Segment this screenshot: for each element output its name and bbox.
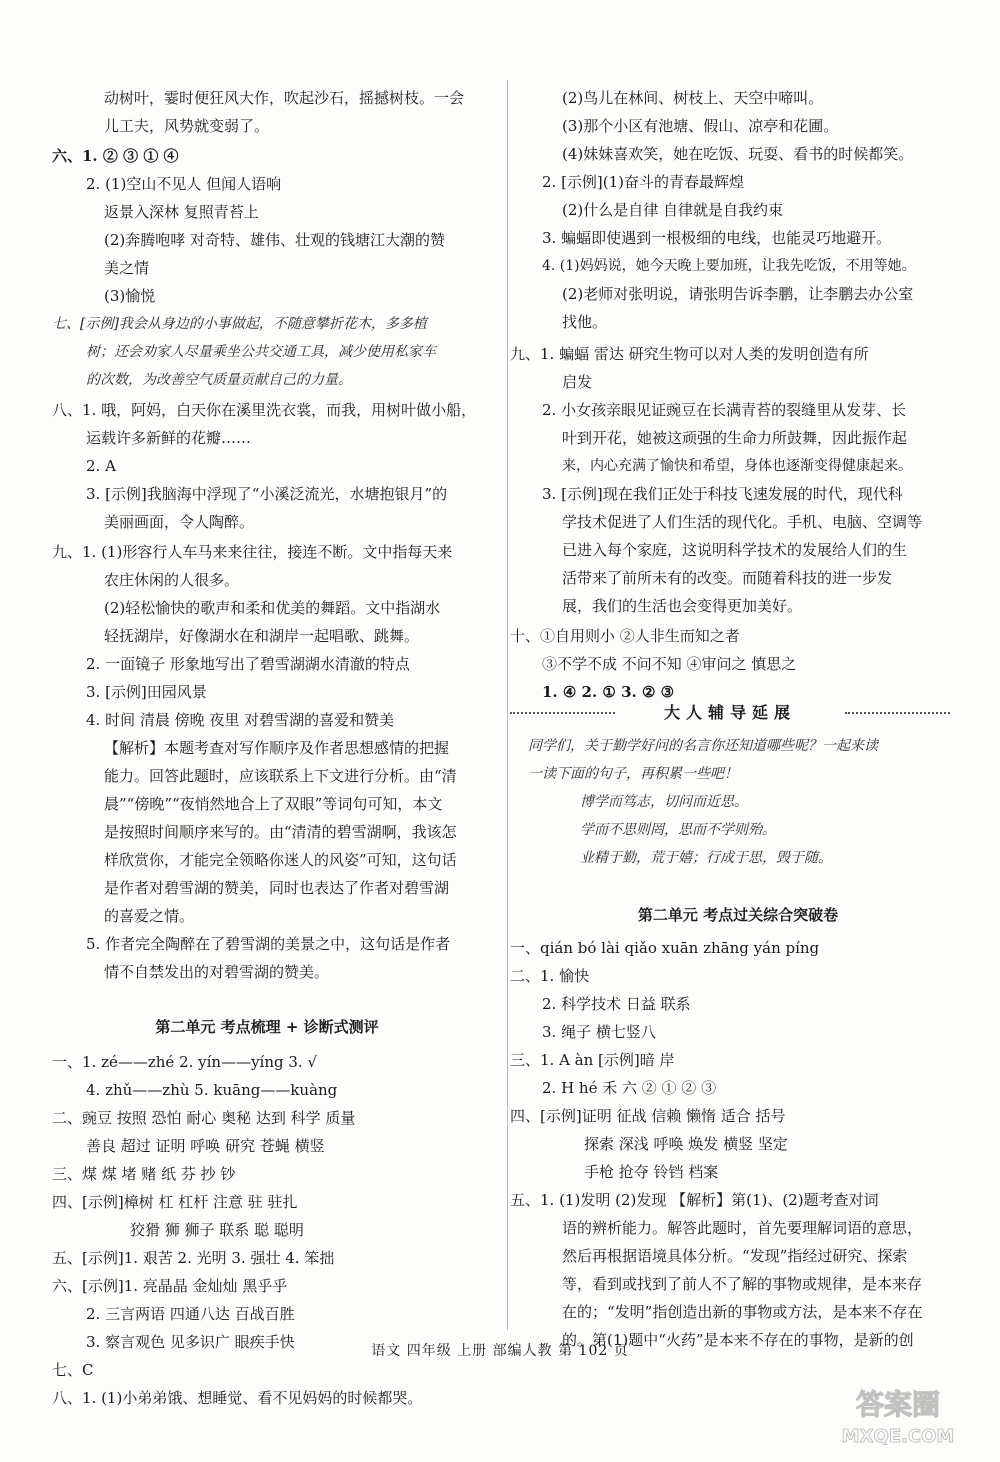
text-line: 是作者对碧雪湖的赞美，同时也表达了作者对碧雪湖 [104, 879, 450, 897]
text-line: 动树叶，霎时便狂风大作，吹起沙石，摇撼树枝。一会 [104, 89, 465, 107]
text-line: 三、煤 煤 堵 赌 纸 芬 抄 钞 [52, 1165, 236, 1183]
text-line: 运载许多新鲜的花瓣…… [86, 429, 252, 447]
text-line: 六、1. ② ③ ① ④ [52, 147, 179, 165]
text-line: 启发 [562, 373, 593, 391]
text-line: 九、1. (1)形容行人车马来来往往，接连不断。文中指每天来 [52, 543, 453, 561]
text-line: 然后再根据语境具体分析。“发现”指经过研究、探索 [562, 1247, 908, 1265]
handwritten-answer: 树；还会劝家人尽量乘坐公共交通工具，减少使用私家车 [86, 344, 436, 360]
text-line: 3. 察言观色 见多识广 眼疾手快 [86, 1333, 295, 1351]
text-line: 一、1. zé——zhé 2. yín——yíng 3. √ [52, 1053, 318, 1071]
text-line: 六、[示例]1. 亮晶晶 金灿灿 黑乎乎 [52, 1277, 288, 1295]
text-line: 3. 蝙蝠即使遇到一根极细的电线，也能灵巧地避开。 [542, 229, 892, 247]
text-line: (2)鸟儿在林间、树枝上、天空中啼叫。 [562, 89, 824, 107]
text-line: 十、①自用则小 ②人非生而知之者 [510, 627, 740, 645]
text-line: 农庄休闲的人很多。 [104, 571, 240, 589]
text-line: 四、[示例]证明 征战 信赖 懒惰 适合 括号 [510, 1107, 786, 1125]
text-line: 在的；“发明”指创造出新的事物或方法，是本来不存在 [562, 1303, 923, 1321]
text-line: (3)那个小区有池塘、假山、凉亭和花圃。 [562, 117, 839, 135]
text-line: 【解析】本题考查对写作顺序及作者思想感情的把握 [104, 739, 450, 757]
text-line: 二、1. 愉快 [510, 967, 590, 985]
column-divider [507, 80, 508, 1330]
text-line: 2. A [86, 457, 116, 475]
text-line: 2. 一面镜子 形象地写出了碧雪湖湖水清澈的特点 [86, 655, 410, 673]
handwritten-note: 一读下面的句子，再积累一些吧！ [528, 766, 738, 782]
text-line: 2. 三言两语 四通八达 百战百胜 [86, 1305, 295, 1323]
text-line: 三、1. A àn [示例]暗 岸 [510, 1051, 675, 1069]
text-line: (2)轻松愉快的歌声和柔和优美的舞蹈。文中指湖水 [104, 599, 441, 617]
watermark-url: MXQE.COM [841, 1426, 955, 1447]
text-line: 1. ④ 2. ① 3. ② ③ [542, 683, 675, 701]
text-line: 找他。 [562, 313, 608, 331]
text-line: 五、1. (1)发明 (2)发现 【解析】第(1)、(2)题考查对词 [510, 1191, 879, 1209]
text-line: 3. [示例]田园风景 [86, 683, 207, 701]
text-line: ③不学不成 不问不知 ④审问之 慎思之 [542, 655, 797, 673]
text-line: 2. H hé 禾 六 ② ① ② ③ [542, 1079, 717, 1097]
text-line: 九、1. 蝙蝠 雷达 研究生物可以对人类的发明创造有所 [510, 345, 869, 363]
text-line: 2. (1)空山不见人 但闻人语响 [86, 175, 282, 193]
text-line: 手枪 抢夺 铃铛 档案 [584, 1163, 719, 1181]
text-line: 2. 小女孩亲眼见证豌豆在长满青苔的裂缝里从发芽、长 [542, 401, 907, 419]
text-line: 晨”“傍晚”“夜悄然地合上了双眼”等词句可知，本文 [104, 795, 443, 813]
page-footer: 语文 四年级 上册 部编人教 第 102 页 [371, 1343, 629, 1359]
text-line: (2)奔腾咆哮 对奇特、雄伟、壮观的钱塘江大潮的赞 [104, 231, 446, 249]
text-line: 3. [示例]现在我们正处于科技飞速发展的时代，现代科 [542, 485, 903, 503]
text-line: 探索 深浅 呼唤 焕发 横竖 坚定 [584, 1135, 788, 1153]
text-line: (3)愉悦 [104, 287, 156, 305]
text-line: 等，看到或找到了前人不了解的事物或规律，是本来存 [562, 1275, 923, 1293]
text-line: 4. 时间 清晨 傍晚 夜里 对碧雪湖的喜爱和赞美 [86, 711, 395, 729]
text-line: 美丽画面，令人陶醉。 [104, 513, 255, 531]
text-line: 二、豌豆 按照 恐怕 耐心 奥秘 达到 科学 质量 [52, 1109, 356, 1127]
text-line: 3. [示例]我脑海中浮现了“小溪泛流光，水塘抱银月”的 [86, 485, 448, 503]
text-line: 5. 作者完全陶醉在了碧雪湖的美景之中，这句话是作者 [86, 935, 451, 953]
text-line: 一、qián bó lài qiǎo xuān zhāng yán píng [510, 939, 820, 957]
handwritten-note: 博学而笃志，切问而近思。 [580, 794, 748, 810]
section-heading: 第二单元 考点梳理 + 诊断式测评 [155, 1018, 379, 1036]
text-line: 来，内心充满了愉快和希望，身体也逐渐变得健康起来。 [562, 458, 912, 474]
section-heading: 第二单元 考点过关综合突破卷 [637, 906, 839, 924]
extension-title: 大人辅导延展 [510, 700, 950, 723]
text-line: 已进入每个家庭，这说明科学技术的发展给人们的生 [562, 541, 908, 559]
text-line: (4)妹妹喜欢笑，她在吃饭、玩耍、看书的时候都笑。 [562, 145, 914, 163]
text-line: 叶到开花，她被这顽强的生命力所鼓舞，因此振作起 [562, 429, 908, 447]
text-line: 学技术促进了人们生活的现代化。手机、电脑、空调等 [562, 513, 923, 531]
text-line: 4. (1)妈妈说，她今天晚上要加班，让我先吃饭，不用等她。 [542, 258, 916, 274]
text-line: 善良 超过 证明 呼唤 研究 苍蝇 横竖 [86, 1137, 325, 1155]
watermark-logo [808, 1380, 988, 1450]
text-line: 情不自禁发出的对碧雪湖的赞美。 [104, 963, 330, 981]
text-line: 八、1. 哦，阿妈，白天你在溪里洗衣裳，而我，用树叶做小船， [52, 401, 477, 419]
text-line: 的。第(1)题中“火药”是本来不存在的事物，是新的创 [562, 1331, 914, 1349]
text-line: 轻抚湖岸，好像湖水在和湖岸一起唱歌、跳舞。 [104, 627, 420, 645]
text-line: 展，我们的生活也会变得更加美好。 [562, 597, 803, 615]
text-line: 3. 绳子 横七竖八 [542, 1023, 656, 1041]
text-line: 2. [示例](1)奋斗的青春最辉煌 [542, 173, 745, 191]
handwritten-note: 学而不思则罔，思而不学则殆。 [580, 822, 776, 838]
text-line: 4. zhǔ——zhù 5. kuāng——kuàng [86, 1081, 338, 1099]
text-line: 样欣赏你，才能完全领略你迷人的风姿”可知，这句话 [104, 851, 457, 869]
text-line: 活带来了前所未有的改变。而随着科技的进一步发 [562, 569, 893, 587]
text-line: 的喜爱之情。 [104, 907, 195, 925]
text-line: 2. 科学技术 日益 联系 [542, 995, 691, 1013]
text-line: 美之情 [104, 259, 150, 277]
watermark-text: 答案圈 [855, 1388, 941, 1421]
text-line: (2)什么是自律 自律就是自我约束 [562, 201, 784, 219]
text-line: 能力。回答此题时，应该联系上下文进行分析。由“清 [104, 767, 457, 785]
handwritten-answer: 的次数，为改善空气质量贡献自己的力量。 [86, 372, 352, 388]
text-line: 狡猾 狮 狮子 联系 聪 聪明 [130, 1221, 304, 1239]
handwritten-note: 同学们，关于勤学好问的名言你还知道哪些呢？一起来读 [528, 738, 878, 754]
text-line: (2)老师对张明说，请张明告诉李鹏，让李鹏去办公室 [562, 285, 914, 303]
text-line: 儿工夫，风势就变弱了。 [104, 117, 270, 135]
handwritten-answer: 七、[示例]我会从身边的小事做起，不随意攀折花木，多多植 [52, 316, 427, 332]
text-line: 八、1. (1)小弟弟饿、想睡觉、看不见妈妈的时候都哭。 [52, 1389, 423, 1407]
text-line: 五、[示例]1. 艰苦 2. 光明 3. 强壮 4. 笨拙 [52, 1249, 335, 1267]
text-line: 语的辨析能力。解答此题时，首先要理解词语的意思， [562, 1219, 923, 1237]
handwritten-note: 业精于勤，荒于嬉；行成于思，毁于随。 [580, 850, 832, 866]
text-line: 四、[示例]樟树 杠 杠杆 注意 驻 驻扎 [52, 1193, 298, 1211]
text-line: 七、C [52, 1361, 94, 1379]
text-line: 是按照时间顺序来写的。由“清清的碧雪湖啊，我该怎 [104, 823, 457, 841]
text-line: 返景入深林 复照青苔上 [104, 203, 259, 221]
